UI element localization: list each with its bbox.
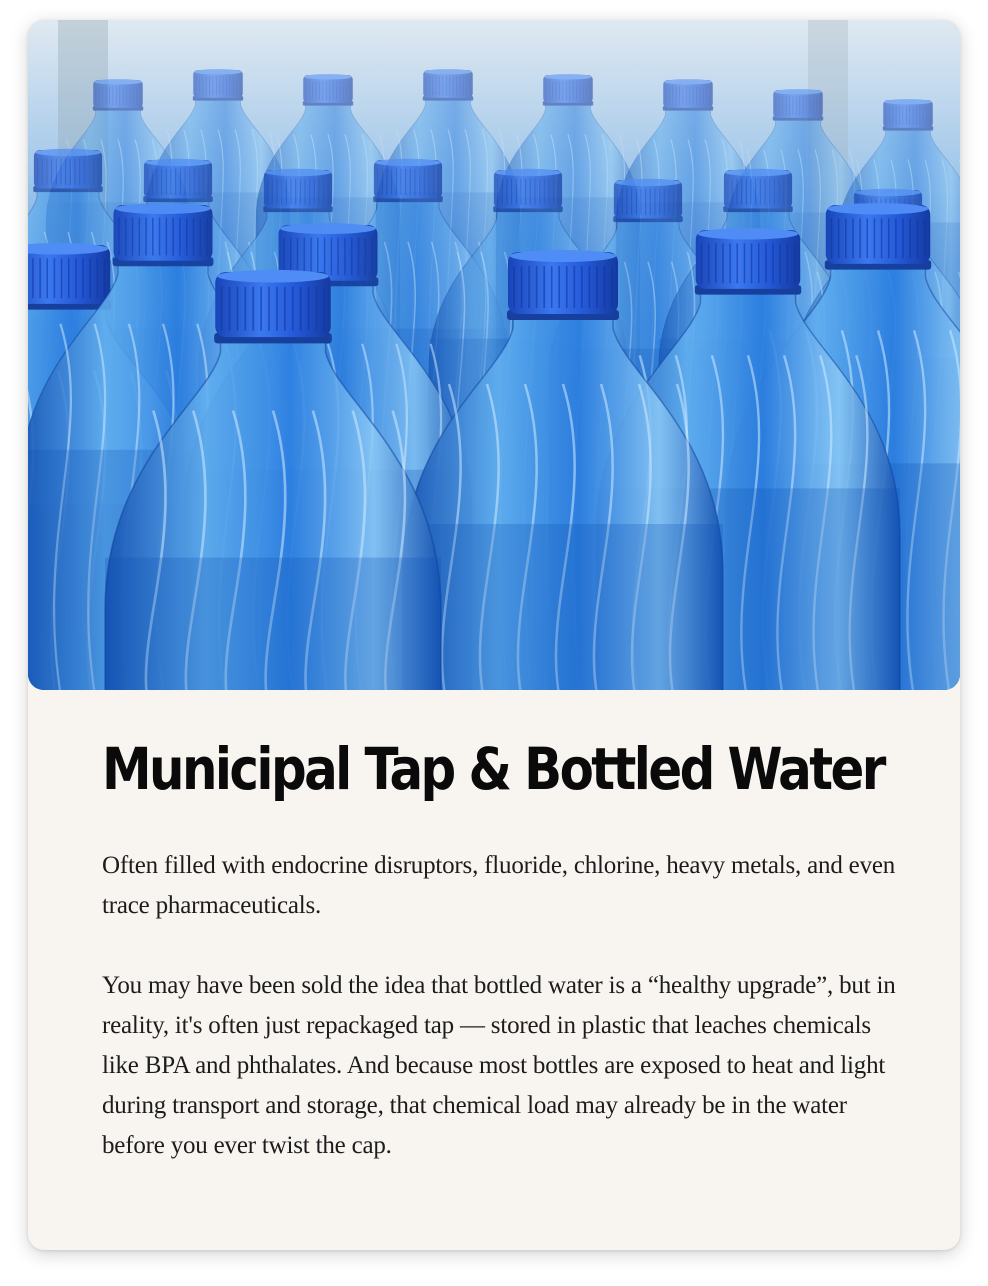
card-title: Municipal Tap & Bottled Water: [102, 735, 884, 803]
card-content: [102, 690, 902, 1166]
intro-paragraph: Often filled with endocrine disruptors, fluoride, chlorine, heavy metals, and even trace pharmaceuticals.: [102, 851, 896, 919]
body-paragraph: You may have been sold the idea that bottled water is a “healthy upgrade”, but in reality, it's often just repackaged tap — stored in plastic that leaches chemicals like BPA and phthalates. And because most bottles are exposed to heat and light during transport and storage, that chemical load may already be in the water before you ever twist the cap.: [102, 971, 896, 1159]
article-card: [28, 20, 960, 1250]
hero-image: [28, 20, 960, 690]
bottles-illustration: [28, 20, 960, 690]
